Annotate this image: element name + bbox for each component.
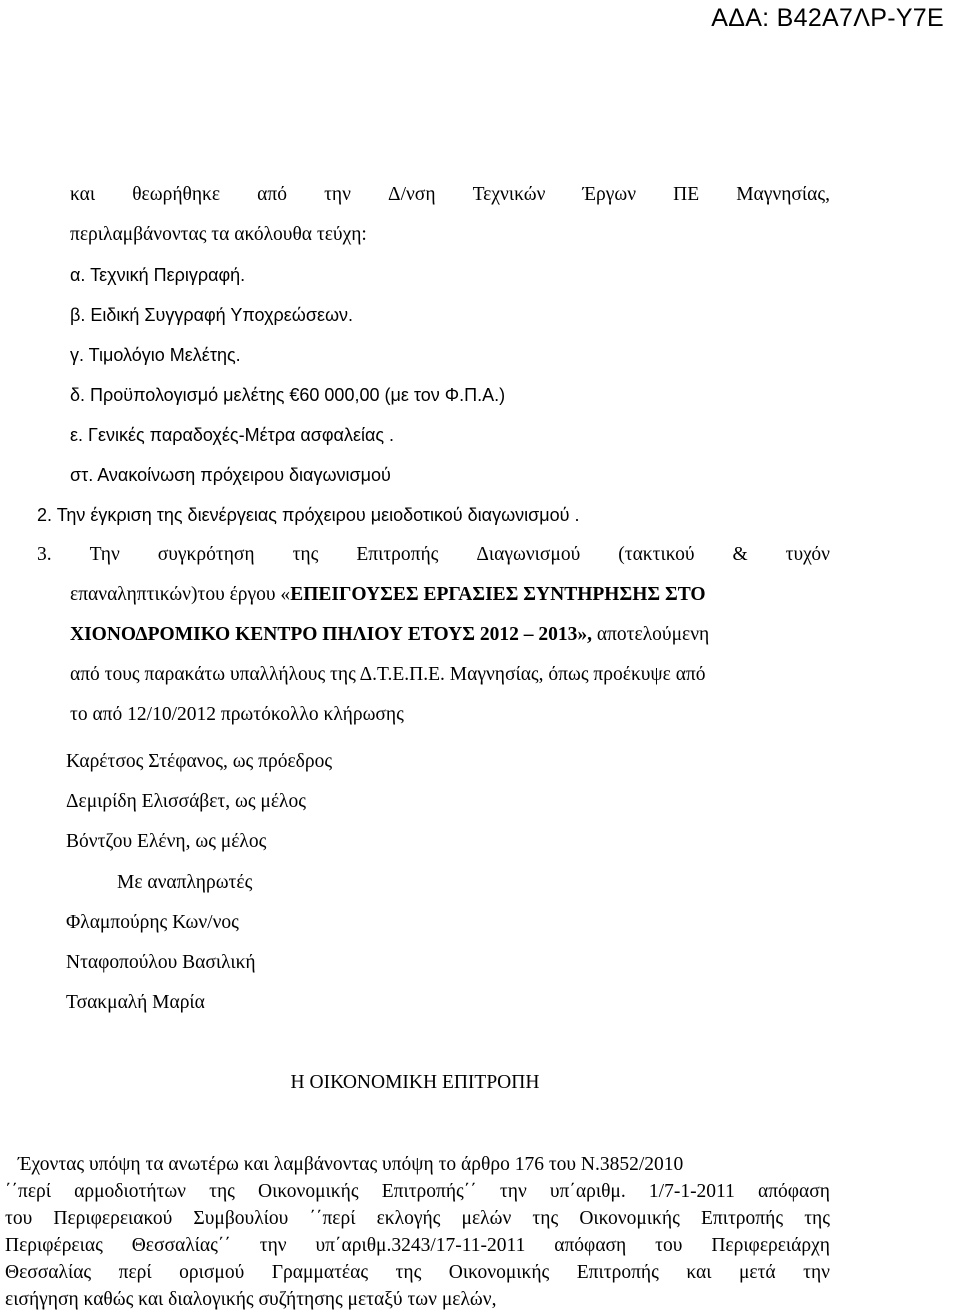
point-3-line-2-plain: επαναληπτικών)του έργου «	[70, 584, 291, 605]
word: Επιτροπής	[356, 544, 439, 565]
word: μετά	[738, 1262, 776, 1283]
closing-line-2	[5, 1180, 830, 1204]
point-3-line-4: από τους παρακάτω υπαλλήλους της Δ.Τ.Ε.Π.Ε. Μαγνησίας, όπως προέκυψε από	[70, 664, 706, 685]
word: Έργων	[582, 184, 637, 205]
alternates-label: Με αναπληρωτές	[117, 872, 253, 893]
list-item-st: στ. Ανακοίνωση πρόχειρου διαγωνισμού	[70, 465, 391, 485]
member-3: Βόντζου Ελένη, ως μέλος	[66, 831, 267, 852]
alternate-1: Φλαμπούρης Κων/νος	[66, 912, 239, 933]
word: της	[532, 1208, 559, 1229]
alternate-3: Τσακμαλή Μαρία	[66, 992, 205, 1013]
project-title-part-1: ΕΠΕΙΓΟΥΣΕΣ ΕΡΓΑΣΙΕΣ ΣΥΝΤΗΡΗΣΗΣ ΣΤΟ	[290, 584, 706, 605]
word: του	[655, 1235, 683, 1256]
word: Συμβουλίου	[193, 1208, 289, 1229]
point-3-line-5: το από 12/10/2012 πρωτόκολλο κλήρωσης	[70, 704, 404, 725]
word: &	[732, 544, 748, 565]
word: και	[70, 184, 96, 205]
word: υπ΄αριθμ.	[549, 1181, 626, 1202]
committee-heading: Η ΟΙΚΟΝΟΜΙΚΗ ΕΠΙΤΡΟΠΗ	[290, 1072, 540, 1093]
word: Οικονομικής	[579, 1208, 680, 1229]
point-3-line-1	[37, 543, 830, 567]
word: την	[259, 1235, 287, 1256]
word: τυχόν	[785, 544, 830, 565]
word: της	[395, 1262, 422, 1283]
word: της	[292, 544, 319, 565]
word: την	[803, 1262, 830, 1283]
intro-line-1	[70, 183, 830, 207]
word: την	[499, 1181, 527, 1202]
word: (τακτικού	[618, 544, 695, 565]
list-item-b: β. Ειδική Συγγραφή Υποχρεώσεων.	[70, 305, 354, 325]
word: Τεχνικών	[472, 184, 546, 205]
word: Περιφερειάρχη	[711, 1235, 830, 1256]
word: ΄΄περί	[5, 1181, 51, 1202]
word: της	[804, 1208, 830, 1229]
word: 3.	[37, 544, 52, 565]
list-item-a: α. Τεχνική Περιγραφή.	[70, 265, 246, 285]
word: Οικονομικής	[448, 1262, 550, 1283]
point-3-line-2	[70, 583, 706, 607]
word: 1/7-1-2011	[648, 1181, 735, 1202]
word: την	[324, 184, 351, 205]
intro-line-2: περιλαμβάνοντας τα ακόλουθα τεύχη:	[70, 224, 367, 245]
closing-line-4	[5, 1234, 830, 1258]
list-item-e: ε. Γενικές παραδοχές-Μέτρα ασφαλείας .	[70, 425, 395, 445]
word: απόφαση	[757, 1181, 830, 1202]
word: ΄΄περί	[309, 1208, 356, 1229]
closing-line-1: Έχοντας υπόψη τα ανωτέρω και λαμβάνοντας υπόψη το άρθρο 176 του Ν.3852/2010	[18, 1154, 684, 1175]
word: της	[209, 1181, 235, 1202]
word: ορισμού	[179, 1262, 245, 1283]
word: μελών	[461, 1208, 512, 1229]
point-2: 2. Την έγκριση της διενέργειας πρόχειρου μειοδοτικού διαγωνισμού .	[37, 505, 580, 525]
word: Επιτροπής΄΄	[381, 1181, 477, 1202]
alternate-2: Νταφοπούλου Βασιλική	[66, 952, 256, 973]
word: Μαγνησίας,	[736, 184, 830, 205]
word: από	[257, 184, 287, 205]
word: θεωρήθηκε	[132, 184, 221, 205]
word: και	[686, 1262, 712, 1283]
list-item-c: γ. Τιμολόγιο Μελέτης.	[70, 345, 241, 365]
word: υπ΄αριθμ.3243/17-11-2011	[315, 1235, 526, 1256]
word: περί	[118, 1262, 152, 1283]
word: εκλογής	[376, 1208, 441, 1229]
word: του	[5, 1208, 33, 1229]
word: ΠΕ	[673, 184, 700, 205]
closing-line-6: εισήγηση καθώς και διαλογικής συζήτησης μεταξύ των μελών,	[5, 1289, 497, 1310]
list-item-d: δ. Προϋπολογισμό μελέτης €60 000,00 (με τον Φ.Π.Α.)	[70, 385, 506, 405]
member-2: Δεμιρίδη Ελισσάβετ, ως μέλος	[66, 791, 306, 812]
member-1: Καρέτσος Στέφανος, ως πρόεδρος	[66, 751, 333, 772]
word: Θεσσαλίας	[5, 1262, 92, 1283]
closing-line-5	[5, 1261, 830, 1285]
word: Επιτροπής	[700, 1208, 784, 1229]
word: Διαγωνισμού	[476, 544, 581, 565]
word: Δ/νση	[388, 184, 436, 205]
word: απόφαση	[554, 1235, 627, 1256]
word: Οικονομικής	[258, 1181, 359, 1202]
word: αρμοδιοτήτων	[74, 1181, 186, 1202]
word: Γραμματέας	[271, 1262, 369, 1283]
word: συγκρότηση	[157, 544, 255, 565]
point-3-line-3	[70, 623, 709, 647]
ada-code: ΑΔΑ: Β42Α7ΛΡ-Υ7Ε	[711, 4, 944, 32]
project-title-part-2: ΧΙΟΝΟΔΡΟΜΙΚΟ ΚΕΝΤΡΟ ΠΗΛΙΟΥ ΕΤΟΥΣ 2012 – 2013»,	[70, 624, 592, 645]
word: Την	[89, 544, 120, 565]
word: Περιφερειακού	[53, 1208, 173, 1229]
word: Επιτροπής	[576, 1262, 659, 1283]
word: Θεσσαλίας΄΄	[131, 1235, 231, 1256]
point-3-line-3-plain: αποτελούμενη	[592, 624, 710, 645]
closing-line-3	[5, 1207, 830, 1231]
word: Περιφέρειας	[5, 1235, 103, 1256]
